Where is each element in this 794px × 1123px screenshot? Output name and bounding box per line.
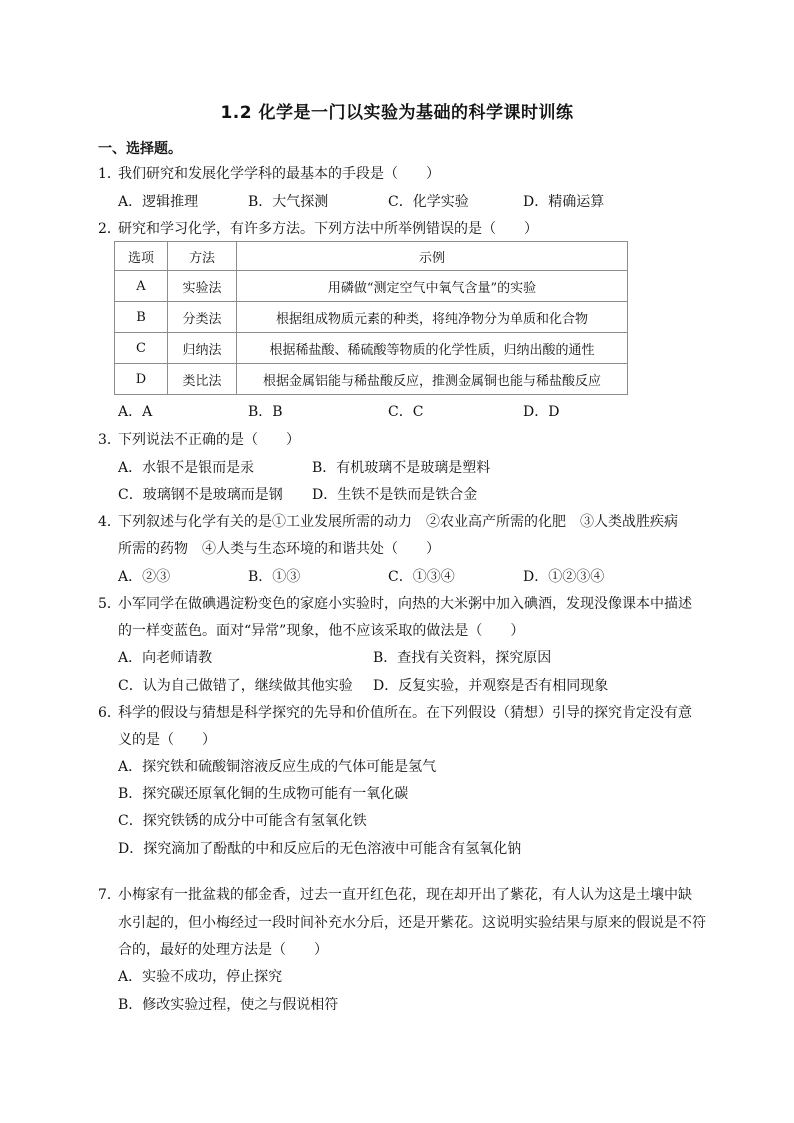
q2-option-c[interactable]: C．C bbox=[388, 404, 424, 420]
example-table bbox=[114, 241, 628, 395]
question-4-text-line2: 所需的药物 ④人类与生态环境的和谐共处（ ） bbox=[118, 541, 440, 557]
q2-option-a[interactable]: A．A bbox=[118, 404, 153, 420]
table-header-cell: 选项 bbox=[115, 242, 168, 271]
q2-option-b[interactable]: B．B bbox=[248, 404, 283, 420]
table-cell: 实验法 bbox=[168, 271, 237, 302]
q4-option-a[interactable]: A．②③ bbox=[118, 569, 171, 585]
q3-option-a[interactable]: A．水银不是银而是汞 bbox=[118, 460, 255, 476]
q2-option-d[interactable]: D．D bbox=[523, 404, 560, 420]
table-cell: A bbox=[115, 271, 168, 302]
q6-option-a[interactable]: A．探究铁和硫酸铜溶液反应生成的气体可能是氢气 bbox=[118, 759, 437, 775]
table-header-row bbox=[115, 242, 628, 271]
question-1-text: 我们研究和发展化学学科的最基本的手段是（ ） bbox=[118, 166, 440, 182]
q1-option-b[interactable]: B．大气探测 bbox=[248, 194, 329, 210]
q4-option-b[interactable]: B．①③ bbox=[248, 569, 301, 585]
question-5-text-line1: 小军同学在做碘遇淀粉变色的家庭小实验时，向热的大米粥中加入碘酒，发现没像课本中描述 bbox=[118, 596, 692, 612]
q5-option-b[interactable]: B．查找有关资料，探究原因 bbox=[373, 650, 552, 666]
question-6-text-line2: 义的是（ ） bbox=[118, 732, 216, 748]
table-cell: 分类法 bbox=[168, 302, 237, 333]
q5-option-a[interactable]: A．向老师请教 bbox=[118, 650, 213, 666]
q7-option-a[interactable]: A．实验不成功，停止探究 bbox=[118, 969, 283, 985]
table-row bbox=[115, 364, 628, 395]
q1-option-a[interactable]: A．逻辑推理 bbox=[118, 194, 199, 210]
question-7-number: 7． bbox=[98, 887, 121, 903]
question-4-number: 4． bbox=[98, 514, 121, 530]
question-2-number: 2． bbox=[98, 221, 121, 237]
question-6-text-line1: 科学的假设与猜想是科学探究的先导和价值所在。在下列假设（猜想）引导的探究肯定没有意 bbox=[118, 705, 692, 721]
table-cell: 根据金属铝能与稀盐酸反应，推测金属铜也能与稀盐酸反应 bbox=[237, 364, 628, 395]
q6-option-d[interactable]: D．探究滴加了酚酞的中和反应后的无色溶液中可能含有氢氧化钠 bbox=[118, 841, 522, 857]
q3-option-c[interactable]: C．玻璃钢不是玻璃而是钢 bbox=[118, 487, 283, 503]
q1-option-d[interactable]: D．精确运算 bbox=[523, 194, 605, 210]
question-7-text-line3: 合的，最好的处理方法是（ ） bbox=[118, 942, 328, 958]
table-cell: C bbox=[115, 333, 168, 364]
page-title: 1.2 化学是一门以实验为基础的科学课时训练 bbox=[220, 103, 574, 123]
question-3-text: 下列说法不正确的是（ ） bbox=[118, 432, 300, 448]
table-cell: B bbox=[115, 302, 168, 333]
question-5-number: 5． bbox=[98, 596, 121, 612]
table-row bbox=[115, 302, 628, 333]
question-2-text: 研究和学习化学，有许多方法。下列方法中所举例错误的是（ ） bbox=[118, 221, 538, 237]
table-row bbox=[115, 271, 628, 302]
table-cell: 根据组成物质元素的种类，将纯净物分为单质和化合物 bbox=[237, 302, 628, 333]
table-cell: D bbox=[115, 364, 168, 395]
table-cell: 类比法 bbox=[168, 364, 237, 395]
question-1-number: 1． bbox=[98, 166, 121, 182]
section-heading: 一、选择题。 bbox=[98, 141, 182, 157]
table-cell: 用磷做“测定空气中氧气含量”的实验 bbox=[237, 271, 628, 302]
table-cell: 归纳法 bbox=[168, 333, 237, 364]
q4-option-d[interactable]: D．①②③④ bbox=[523, 569, 605, 585]
question-4-text-line1: 下列叙述与化学有关的是①工业发展所需的动力 ②农业高产所需的化肥 ③人类战胜疾病 bbox=[118, 514, 678, 530]
question-7-text-line1: 小梅家有一批盆栽的郁金香，过去一直开红色花，现在却开出了紫花，有人认为这是土壤中缺 bbox=[118, 887, 692, 903]
question-6-number: 6． bbox=[98, 705, 121, 721]
q6-option-b[interactable]: B．探究碳还原氧化铜的生成物可能有一氧化碳 bbox=[118, 786, 409, 802]
question-7-text-line2: 水引起的，但小梅经过一段时间补充水分后，还是开紫花。这说明实验结果与原来的假说是不符 bbox=[118, 915, 706, 931]
q1-option-c[interactable]: C．化学实验 bbox=[388, 194, 469, 210]
q4-option-c[interactable]: C．①③④ bbox=[388, 569, 455, 585]
table-row bbox=[115, 333, 628, 364]
table-cell: 根据稀盐酸、稀硫酸等物质的化学性质，归纳出酸的通性 bbox=[237, 333, 628, 364]
question-3-number: 3． bbox=[98, 432, 121, 448]
q5-option-d[interactable]: D．反复实验，并观察是否有相同现象 bbox=[373, 678, 609, 694]
q3-option-b[interactable]: B．有机玻璃不是玻璃是塑料 bbox=[312, 460, 491, 476]
table-header-cell: 方法 bbox=[168, 242, 237, 271]
question-5-text-line2: 的一样变蓝色。面对“异常”现象，他不应该采取的做法是（ ） bbox=[118, 623, 525, 639]
q5-option-c[interactable]: C．认为自己做错了，继续做其他实验 bbox=[118, 678, 353, 694]
q7-option-b[interactable]: B．修改实验过程，使之与假说相符 bbox=[118, 997, 339, 1013]
table-header-cell: 示例 bbox=[237, 242, 628, 271]
q3-option-d[interactable]: D．生铁不是铁而是铁合金 bbox=[312, 487, 478, 503]
q6-option-c[interactable]: C．探究铁锈的成分中可能含有氢氧化铁 bbox=[118, 813, 367, 829]
